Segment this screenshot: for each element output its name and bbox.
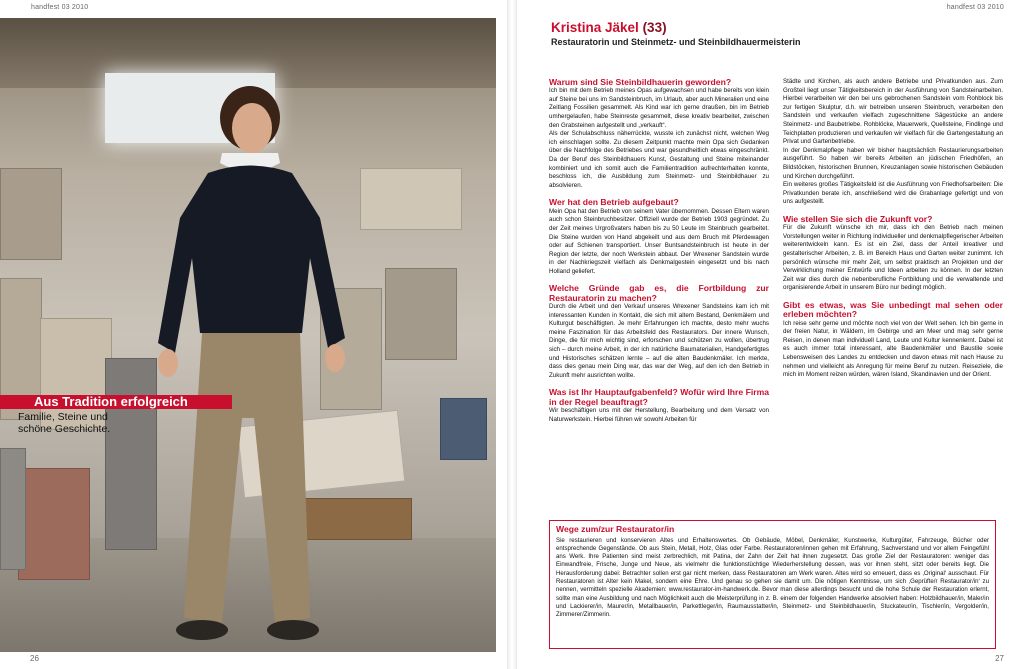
- section-paragraph: Durch die Arbeit und den Verkauf unseres Wrexener Sandsteins kam ich mit interessanten Kunden in Kontakt, die sich mit altem Bestand, Denkmälern und Kulturgut beschäftigten. Je mehr Erfahrungen ich machte, desto mehr wuchs meine Faszination für das Arbeitsfeld des Restaurators. Der innere Wunsch, Dinge, die für mich wichtig sind, erforschen und schützen zu wollen, übertrug sich – durch meine Arbeit, in der ich natürliche Baumaterialien, Handgefertigtes und Historisches schätzen lernte – auf die alten Baudenkmäler. Ich merkte, dass dies genau mein Ding war, das war der Weg, auf den ich den Betrieb in Zukunft mehr ausrichten wollte.: [549, 303, 769, 379]
- section-paragraph: Für die Zukunft wünsche ich mir, dass ich den Betrieb nach meinen Vorstellungen weiter in Richtung individueller und denkmalpflegerischer Arbeiten weiterentwickeln kann. Es ist ein Ziel, dass der Anteil kreativer und gestalterischer Arbeiten, z. B. im Bereich Haus und Garten weiter zunimmt. Ich persönlich wünsche mir mehr Zeit, um selbst praktisch an Projekten und der Verwirklichung meiner Entwürfe und Ideen arbeiten zu können. In der letzten Zeit war dies durch die nebenberufliche Fortbildung und die verwaltende und organisierende Arbeit in unserem Büro nur bedingt möglich.: [783, 224, 1003, 292]
- section-paragraph: Als der Schulabschluss näherrückte, wusste ich zunächst nicht, welchen Weg ich einschlagen sollte. Zu diesem Zeitpunkt machte mein Opa sich Gedanken über die Nachfolge des Betriebes und war gesundheitlich etwas eingeschränkt. Da der Beruf des Steinbildhauers Kunst, Gestaltung und Steine miteinander kombiniert und ich somit auch die Familientradition aufrechterhalten konnte, beschloss ich, die Ausbildung zum Steinmetz- und Steinbildhauer zu absolvieren.: [549, 130, 769, 189]
- stone-slab: [18, 468, 90, 580]
- section-heading: Welche Gründe gab es, die Fortbildung zur Restauratorin zu machen?: [549, 283, 769, 303]
- person-age: (33): [642, 20, 667, 35]
- running-head-left: handfest 03 2010: [31, 4, 89, 11]
- right-page: [517, 0, 1014, 669]
- caption-title-bar: [0, 395, 232, 409]
- person-name: Kristina Jäkel: [551, 20, 639, 35]
- section-paragraph: Ein weiteres großes Tätigkeitsfeld ist die Ausführung von Friedhofsarbeiten: Die Privatkunden berate ich, anschließend wird die Grabanlage gefertigt und von uns aufgestellt.: [783, 181, 1003, 206]
- caption-title: Aus Tradition erfolgreich: [34, 394, 188, 409]
- stone-slab: [0, 448, 26, 570]
- section-heading: Wie stellen Sie sich die Zukunft vor?: [783, 213, 933, 224]
- section-heading: Wer hat den Betrieb aufgebaut?: [549, 197, 679, 208]
- portrait-photo: [0, 18, 496, 652]
- article-name: [551, 20, 667, 35]
- job-title: Restauratorin und Steinmetz- und Steinbildhauermeisterin: [551, 37, 801, 47]
- section-paragraph: In der Denkmalpflege haben wir bisher hauptsächlich Restaurierungsarbeiten ausgeführt. So haben wir bereits Arbeiten an jüdischen Friedhöfen, an Bildstöcken, historischen Brunnen, Kreuzanlagen sowie historischen Gebäuden und Kirchen durchgeführt.: [783, 146, 1003, 180]
- section-paragraph: Ich bin mit dem Betrieb meines Opas aufgewachsen und habe bereits von klein auf Steine bei uns im Sandsteinbruch, im Urlaub, aber auch Mineralien und eine Zeitlang Fossilien gesammelt. Als Kind war ich gerne draußen, bin im Betrieb umhergelaufen, habe Steinreste gesammelt, diese kreativ bearbeitet, zwischen den Grabsteinen aufgestellt und „verkauft“.: [549, 87, 769, 129]
- gutter: [507, 0, 517, 669]
- section-heading: Was ist Ihr Hauptaufgabenfeld? Wofür wird Ihre Firma in der Regel beauftragt?: [549, 387, 769, 407]
- section-paragraph: Mein Opa hat den Betrieb von seinem Vater übernommen. Dessen Eltern waren auch schon Steinbruchbesitzer. Offiziell wurde der Betrieb 1903 gegründet. Zu der Zeit meines Urgroßvaters haben bis zu 50 Leute im Steinbruch gearbeitet. Die Steine wurden von Hand abgekeilt und aus dem Bruch mit Pferdewagen oder auf Schienen transportiert. Unser Buntsandsteinbruch ist heute in der Region der letzte, der noch Werkstein abbaut. Der Wrexener Sandstein wurde in der Nachkriegszeit vielfach als Denkmalgestein eingesetzt und bis nach Holland geliefert.: [549, 207, 769, 275]
- text-column-right: [783, 78, 1003, 388]
- person-figure: [150, 78, 350, 648]
- running-head-right: handfest 03 2010: [946, 4, 1004, 11]
- section-paragraph: Ich reise sehr gerne und möchte noch viel von der Welt sehen. Ich bin gerne in der freien Natur, in Wäldern, im Gebirge und am Meer und mag sehr gerne Reisen, in denen man individuell Land, Leute und Kultur kennenlernt. Dabei ist es auch immer total interessant, alte Baudenkmäler und Baustile sowie Lebensweisen des Landes zu entdecken und davon etwas mit nach Hause zu nehmen und vielleicht als Anregung für meine Beruf zu nutzen. Reiseziele, die mich im Moment reizen würden, wären Island, Skandinavien und der Orient.: [783, 319, 1003, 379]
- info-box-text: Sie restaurieren und konservieren Altes und Erhaltenswertes. Ob Gebäude, Möbel, Denkmäler, Kunstwerke, Kulturgüter, Fahrzeuge, Bücher oder entsprechende Gegenstände. Ob aus Stein, Metall, Holz, Glas oder Farbe. Restauratoren/innen gehen mit Erfahrung, Sachverstand und vor allem Feingefühl ans Werk. Ihre Patienten sind meist zerbrechlich, mit Patina, der Zahn der Zeit hat ihnen zugesetzt. Das große Ziel der Restauratoren: weniger das Einwandfreie, Frische, Junge und Neue, als vielmehr die funktionstüchtige Wiederherstellung dessen, was vor ihnen steht, sitzt oder bereits liegt. Die Herausforderung dabei: Betrachter sollen erst gar nicht merken, dass Restauratoren am Werk waren. Altes wird so erneuert, dass es ‚Original‘ ausschaut. Für Restauratoren ist Alter kein Makel, sondern eine Ehre. Und genau so gehen sie damit um. Die nötigen Kenntnisse, um sich ‚Geprüfte/r Restaurator/in‘ zu nennen, vermitteln spezielle Akademien: www.restaurator-im-handwerk.de. Bevor man diese allerdings besucht und die hohe Schule der Restauration erlernt, sollte man eine Ausbildung und nach Möglichkeit auch die Meisterprüfung in z. B. einem der folgenden Handwerke absolviert haben: Holzbildhauer/in, Maler/in und Lackierer/in, Maurer/in, Metallbauer/in, Parkettleger/in, Raumausstatter/in, Steinmetz- und Steinbildhauer/in, Stuckateur/in, Tischler/in, Vergolder/in, Zimmerer/Zimmerin.: [556, 536, 989, 619]
- stone-slab: [0, 168, 62, 260]
- stone-slab: [360, 168, 462, 230]
- stone-slab: [385, 268, 457, 360]
- machine: [440, 398, 487, 460]
- section-heading: Gibt es etwas, was Sie unbedingt mal sehen oder erleben möchten?: [783, 299, 1003, 320]
- section-paragraph: Städte und Kirchen, als auch andere Betriebe und Privatkunden aus. Zum Großteil liegt unser Tätigkeitsbereich in der Ausführung von Sandsteinarbeiten. Hierbei verarbeiten wir den bei uns gebrochenen Sandstein vom Rohblock bis zur fertigen Skulptur, d.h. wir betreiben unseren Steinbruch, verarbeiten den Sandstein und verkaufen vielfach zugeschnittene Sägestücke an andere Steinmetz- und Baubetriebe. Rohblöcke, Mauerwerk, Quellsteine, Findlinge und Teichplatten produzieren und verkaufen wir vielfach für die Gartengestaltung an Privat und Gartenbetriebe.: [783, 78, 1003, 146]
- text-column-left: [549, 78, 769, 432]
- page-number-right: 27: [995, 654, 1004, 663]
- info-box-heading: Wege zum/zur Restaurator/in: [556, 524, 675, 534]
- section-heading: Warum sind Sie Steinbildhauerin geworden?: [549, 77, 732, 87]
- caption-subtitle: Familie, Steine und schöne Geschichte.: [18, 411, 111, 435]
- page-number-left: 26: [30, 654, 39, 663]
- info-box: [549, 520, 996, 649]
- section-paragraph: Wir beschäftigen uns mit der Herstellung, Bearbeitung und dem Versatz von Naturwerkstein. Hierbei führen wir sowohl Arbeiten für: [549, 407, 769, 423]
